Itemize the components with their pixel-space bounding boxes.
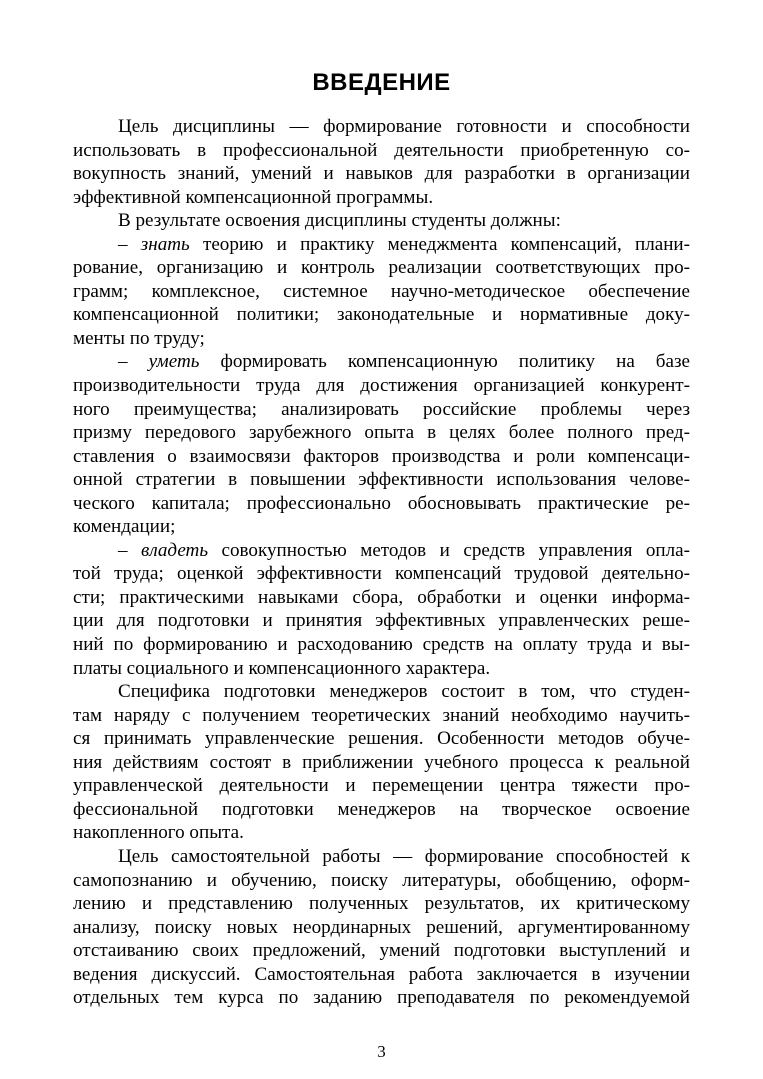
text-fragment: совокупностью методов и средств управления опла- bbox=[208, 539, 690, 561]
text-line: той труда; оценкой эффективности компенсаций трудовой деятельно- bbox=[73, 563, 690, 585]
text-line: производительности труда для достижения организацией конкурент- bbox=[73, 375, 690, 397]
text-line: эффективной компенсационной программы. bbox=[73, 186, 434, 208]
text-line: ции для подготовки и принятия эффективных управленческих реше- bbox=[73, 610, 690, 632]
list-item-know bbox=[73, 233, 690, 351]
text-line: Цель дисциплины — формирование готовности и способности bbox=[118, 116, 690, 137]
text-line: компенсационной политики; законодательные и нормативные доку- bbox=[73, 304, 690, 326]
list-dash: – bbox=[118, 233, 141, 255]
text-line: анализу, поиску новых неординарных решений, аргументированному bbox=[73, 916, 690, 938]
text-line: самопознанию и обучению, поиску литературы, обобщению, оформ- bbox=[73, 869, 690, 891]
text-line: ся принимать управленческие решения. Особенности методов обуче- bbox=[73, 728, 690, 750]
keyword-italic: уметь bbox=[148, 351, 200, 373]
text-line: платы социального и компенсационного характера. bbox=[73, 657, 491, 679]
text-line: ставления о взаимосвязи факторов производства и роли компенсаци- bbox=[73, 445, 690, 467]
text-line: использовать в профессиональной деятельности приобретенную со- bbox=[73, 139, 690, 161]
text-fragment: теорию и практику менеджмента компенсаций, плани- bbox=[189, 233, 690, 255]
text-line: комендации; bbox=[73, 516, 176, 538]
text-line bbox=[73, 350, 690, 374]
text-line: сти; практическими навыками сбора, обработки и оценки информа- bbox=[73, 586, 690, 608]
text-line: Специфика подготовки менеджеров состоит в том, что студен- bbox=[118, 681, 690, 703]
text-line: отстаиванию своих предложений, умений подготовки выступлений и bbox=[73, 940, 690, 962]
text-line: рование, организацию и контроль реализации соответствующих про- bbox=[73, 257, 690, 279]
list-dash: – bbox=[118, 351, 149, 373]
text-fragment: формировать компенсационную политику на базе bbox=[199, 351, 691, 373]
text-line: Цель самостоятельной работы — формирование способностей к bbox=[118, 845, 690, 867]
text-line: ведения дискуссий. Самостоятельная работа заключается в изучении bbox=[73, 963, 690, 985]
list-item-can bbox=[73, 350, 690, 538]
body-text bbox=[73, 115, 690, 1010]
list-dash: – bbox=[118, 539, 142, 561]
text-line bbox=[73, 539, 690, 563]
text-line: менты по труду; bbox=[73, 327, 205, 349]
text-line: призму передового зарубежного опыта в целях более полного пред- bbox=[73, 422, 690, 444]
page-title: ВВЕДЕНИЕ bbox=[312, 69, 451, 96]
text-line: ния действиям состоят в приближении учебного процесса к реальной bbox=[73, 751, 690, 773]
keyword-italic: владеть bbox=[141, 539, 209, 561]
paragraph-self-study bbox=[73, 845, 690, 1010]
text-line: вокупность знаний, умений и навыков для разработки в организации bbox=[73, 163, 690, 185]
text-line: фессиональной подготовки менеджеров на творческое освоение bbox=[73, 798, 690, 820]
text-line: отдельных тем курса по заданию преподавателя по рекомендуемой bbox=[73, 987, 690, 1009]
text-line bbox=[73, 233, 690, 257]
text-line: В результате освоения дисциплины студенты должны: bbox=[118, 210, 561, 232]
text-line: ческого капитала; профессионально обосновывать практические ре- bbox=[73, 492, 690, 514]
paragraph-specifics bbox=[73, 680, 690, 845]
text-line: онной стратегии в повышении эффективности использования челове- bbox=[73, 469, 690, 491]
text-line: накопленного опыта. bbox=[73, 822, 244, 844]
text-line: ний по формированию и расходованию средств на оплату труда и вы- bbox=[73, 634, 690, 656]
list-item-master bbox=[73, 539, 690, 680]
page-number: 3 bbox=[377, 1042, 386, 1061]
text-line: там наряду с получением теоретических знаний необходимо научить- bbox=[73, 704, 690, 726]
text-line: управленческой деятельности и перемещении центра тяжести про- bbox=[73, 775, 690, 797]
text-line: грамм; комплексное, системное научно-методическое обеспечение bbox=[73, 280, 690, 302]
text-line: ного преимущества; анализировать российские проблемы через bbox=[73, 398, 690, 420]
keyword-italic: знать bbox=[140, 233, 190, 255]
paragraph-results-intro bbox=[73, 209, 690, 233]
paragraph-purpose bbox=[73, 115, 690, 209]
text-line: лению и представлению полученных результатов, их критическому bbox=[73, 893, 690, 915]
